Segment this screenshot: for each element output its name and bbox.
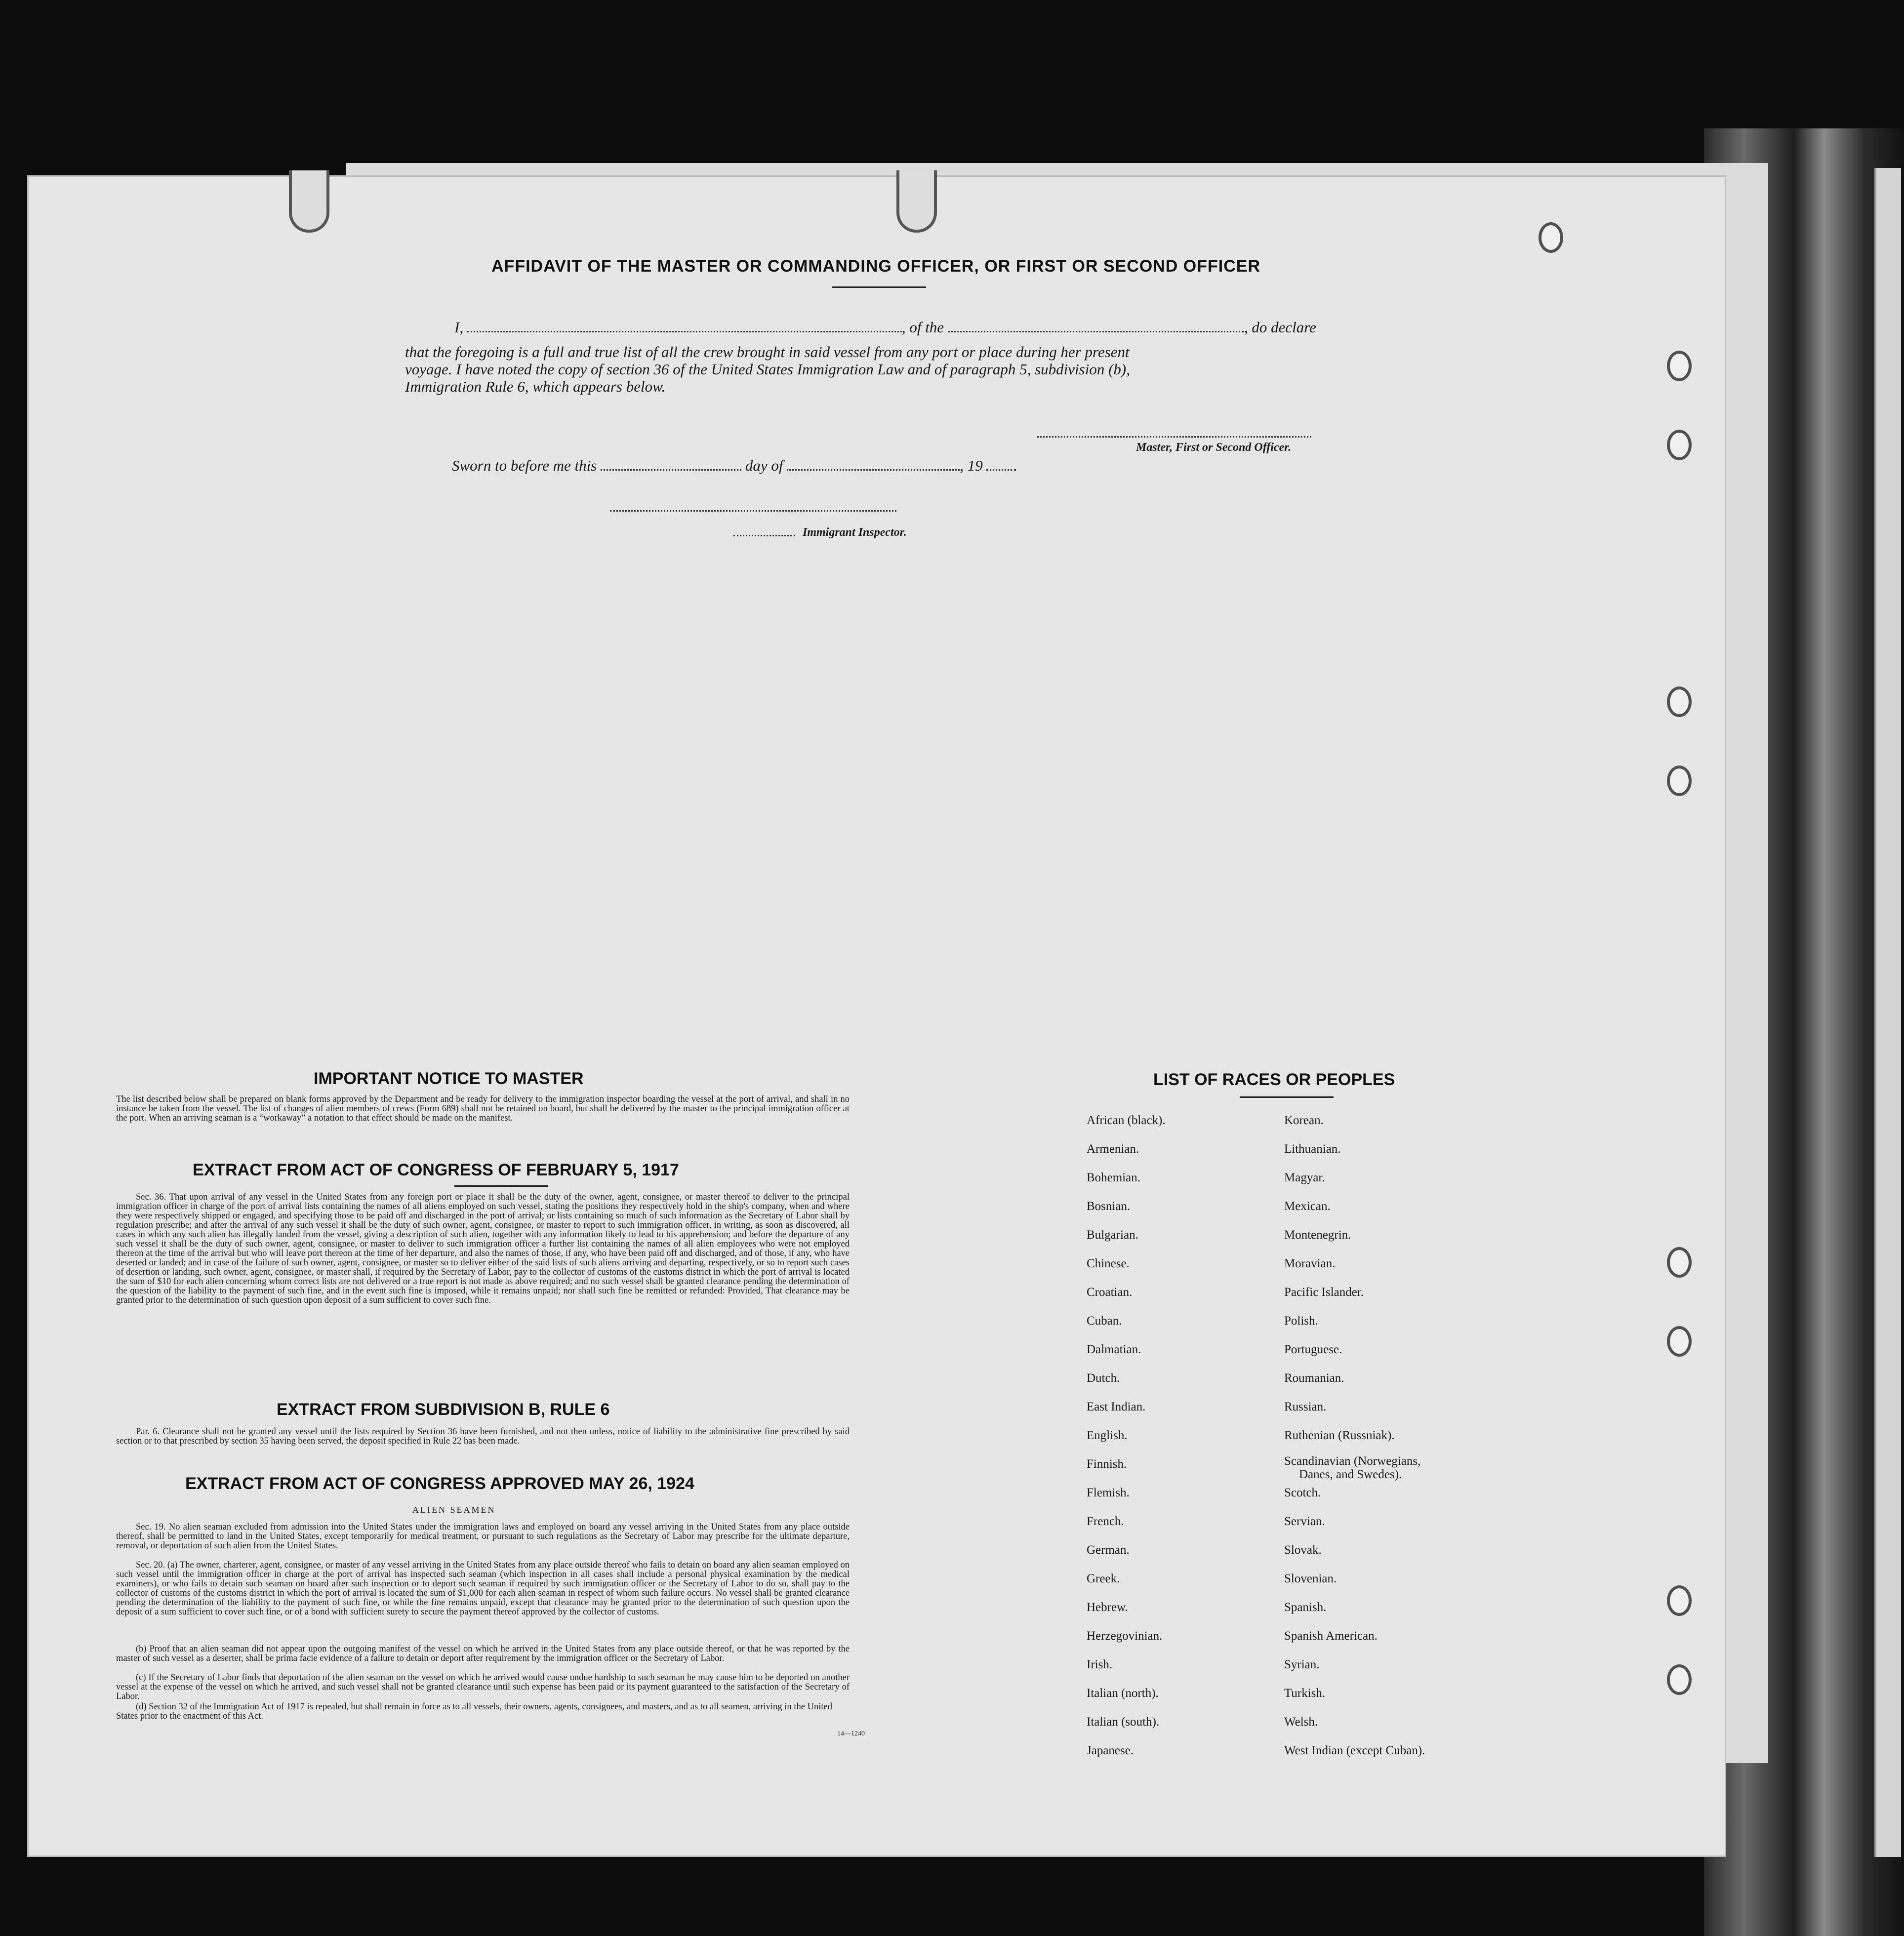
title-rule	[1240, 1096, 1334, 1098]
binder-hole	[1667, 766, 1692, 796]
inspector-short-line	[733, 535, 795, 536]
binder-hole	[1667, 1247, 1692, 1278]
race-item: Turkish.	[1284, 1687, 1326, 1700]
race-item: Bulgarian.	[1087, 1228, 1138, 1242]
race-item: Korean.	[1284, 1114, 1324, 1127]
race-item: Finnish.	[1087, 1457, 1127, 1471]
extract-rule6-title: EXTRACT FROM SUBDIVISION B, RULE 6	[277, 1400, 610, 1419]
race-item: Pacific Islander.	[1284, 1286, 1364, 1299]
year-prefix: , 19	[960, 457, 983, 474]
race-item: Montenegrin.	[1284, 1228, 1351, 1242]
sworn-text: Sworn to before me this	[452, 457, 597, 474]
affidavit-i: I,	[454, 319, 464, 336]
race-item: Dutch.	[1087, 1371, 1120, 1385]
race-item: Cuban.	[1087, 1314, 1122, 1328]
affidavit-declaration-line	[454, 319, 1316, 336]
race-item: Dalmatian.	[1087, 1343, 1141, 1356]
rule6-text: Par. 6. Clearance shall not be granted any vessel until the lists required by Section 36 have been furnished, and not then unless, notice of liability to the administrative fine prescribed by said section or to that prescribed by section 35 having been served, the deposit specified in Rule 22 has been made.	[116, 1427, 850, 1446]
binder-hole	[1667, 1664, 1692, 1695]
race-item: German.	[1087, 1543, 1130, 1557]
extract-1917-title: EXTRACT FROM ACT OF CONGRESS OF FEBRUARY 5, 1917	[193, 1161, 679, 1179]
race-item: Slovenian.	[1284, 1572, 1337, 1585]
race-item: Flemish.	[1087, 1486, 1130, 1499]
master-label: Master, First or Second Officer.	[1136, 441, 1292, 454]
binder-hole	[1667, 351, 1692, 381]
notice-text: The list described below shall be prepared on blank forms approved by the Department and be ready for delivery to the immigration inspector boarding the vessel at the port of arrival, and shall in no instance be taken from the vessel. The list of changes of alien members of crews (Form 689) shall not be retained on board, but shall be delivered by the master to the principal immigration officer at the port. When an arriving seaman is a “workaway” a notation to that effect should be made on the manifest.	[116, 1094, 850, 1123]
underlying-sheet-edge	[1874, 168, 1901, 1857]
race-item: Russian.	[1284, 1400, 1327, 1413]
alien-seamen-subtitle: ALIEN SEAMEN	[412, 1505, 496, 1515]
extract-1924-title: EXTRACT FROM ACT OF CONGRESS APPROVED MAY 26, 1924	[185, 1474, 694, 1493]
name-blank[interactable]	[467, 321, 902, 332]
affidavit-declare: , do declare	[1244, 319, 1316, 336]
race-item: French.	[1087, 1515, 1124, 1528]
month-blank[interactable]	[787, 459, 960, 471]
race-item: Syrian.	[1284, 1658, 1320, 1671]
vessel-blank[interactable]	[948, 321, 1244, 332]
race-item: Herzegovinian.	[1087, 1629, 1163, 1643]
binder-hole	[1667, 430, 1692, 460]
day-of-text: day of	[745, 457, 783, 474]
race-item: Greek.	[1087, 1572, 1120, 1585]
binder-hole	[1667, 1585, 1692, 1616]
race-item-continued: Danes, and Swedes).	[1299, 1468, 1402, 1481]
sec20a-text: Sec. 20. (a) The owner, charterer, agent, consignee, or master of any vessel arriving in the United States from any place outside thereof who fails to detain on board any alien seaman employed on such vessel until the immigration officer in charge at the port of arrival has inspected such seaman (which inspection in all cases shall include a personal physical examination by the medical examiners), or who fails to detain such seaman on board after such inspection or to deport such seaman if required by such immigration officer or the Secretary of Labor to do so, shall pay to the collector of customs of the customs district in which the port of arrival is located the sum of $1,000 for each alien seaman in respect of whom such failure occurs. No vessel shall be granted clearance pending the determination of the liability to the payment of such fine, or while the fine remains unpaid, except that clearance may be granted prior to the determination of such question upon the deposit of a sum sufficient to cover such fine, or of a bond with sufficient surety to secure the payment thereof approved by the collector of customs.	[116, 1560, 850, 1617]
race-item: Lithuanian.	[1284, 1142, 1341, 1156]
sec20b-text: (b) Proof that an alien seaman did not appear upon the outgoing manifest of the vessel on which he arrived in the United States from any place outside thereof, or that he was reported by the master of such vessel as a deserter, shall be prima facie evidence of a failure to detain or deport after requirement by the immigration officer or the Secretary of Labor.	[116, 1644, 850, 1663]
race-item: Italian (south).	[1087, 1715, 1160, 1729]
affidavit-of-the: , of the	[901, 319, 944, 336]
race-item: Hebrew.	[1087, 1601, 1128, 1614]
race-item: Servian.	[1284, 1515, 1325, 1528]
binder-hole	[1667, 1326, 1692, 1357]
title-rule	[454, 1185, 548, 1187]
race-item: Magyar.	[1284, 1171, 1325, 1184]
year-blank[interactable]	[986, 459, 1016, 471]
affidavit-title: AFFIDAVIT OF THE MASTER OR COMMANDING OFFICER, OR FIRST OR SECOND OFFICER	[491, 257, 1260, 276]
sec36-text: Sec. 36. That upon arrival of any vessel in the United States from any foreign port or place it shall be the duty of the owner, agent, consignee, or master thereof to deliver to the principal immigration officer in charge of the port of arrival lists containing the names of all aliens employed on such vessel, stating the positions they respectively hold in the ship's company, when and where they were respectively shipped or engaged, and specifying those to be paid off and discharged in the port of arrival; or lists containing so much of such information as the Secretary of Labor shall by regulation prescribe; and after the arrival of any such vessel it shall be the duty of such owner, agent, consignee, or master to report to such immigration officer, in writing, as soon as discovered, all cases in which any such alien has illegally landed from the vessel, giving a description of such alien, together with any information likely to lead to his apprehension; and before the departure of any such vessel it shall be the duty of such owner, agent, consignee, or master to deliver to such immigration officer a further list containing the names of all alien employees who were not employed thereon at the time of the arrival but who will leave port thereon at the time of her departure, and also the names of those, if any, who have been paid off and discharged, and of those, if any, who have deserted or landed; and in case of the failure of such owner, agent, consignee, or master so to deliver either of the said lists of such aliens arriving and departing, respectively, or so to report such cases of desertion or landing, such owner, agent, consignee, or master shall, if required by the Secretary of Labor, pay to the collector of customs of the customs district in which the port of arrival is located the sum of $10 for each alien concerning whom correct lists are not delivered or a true report is not made as above required; and no such vessel shall be granted clearance pending the determination of the question of the liability to the payment of such fine, and in the event such fine is imposed, while it remains unpaid; nor shall such fine be remitted or refunded: Provided, That clearance may be granted prior to the determination of such question upon deposit of a sum sufficient to cover such fine.	[116, 1192, 850, 1305]
master-signature-line[interactable]	[1037, 436, 1311, 438]
race-item: East Indian.	[1087, 1400, 1146, 1413]
race-item: West Indian (except Cuban).	[1284, 1744, 1425, 1757]
inspector-signature-line[interactable]	[610, 510, 896, 512]
race-item: Welsh.	[1284, 1715, 1318, 1729]
race-item: Roumanian.	[1284, 1371, 1344, 1385]
race-item: Portuguese.	[1284, 1343, 1342, 1356]
sec19-text: Sec. 19. No alien seaman excluded from admission into the United States under the immigration laws and employed on board any vessel arriving in the United States from any place outside thereof, shall be permitted to land in the United States, except temporarily for medical treatment, or pursuant to such regulations as the Secretary of Labor may prescribe for the ultimate departure, removal, or deportation of such alien from the United States.	[116, 1522, 850, 1551]
affidavit-line-4: Immigration Rule 6, which appears below.	[405, 378, 666, 395]
race-item: Mexican.	[1284, 1200, 1331, 1213]
race-item: Scandinavian (Norwegians,	[1284, 1454, 1421, 1468]
affidavit-line-2: that the foregoing is a full and true list of all the crew brought in said vessel from any port or place during her present	[405, 343, 1130, 361]
race-item: Moravian.	[1284, 1257, 1336, 1270]
sworn-line	[452, 457, 1016, 475]
race-item: English.	[1087, 1429, 1128, 1442]
race-item: Bosnian.	[1087, 1200, 1131, 1213]
race-item: Scotch.	[1284, 1486, 1321, 1499]
race-item: Japanese.	[1087, 1744, 1134, 1757]
sec20d-text: (d) Section 32 of the Immigration Act of 1917 is repealed, but shall remain in force as to all vessels, their owners, agents, consignees, and masters, and as to all seamen, arriving in the United States prior to the enactment of this Act.	[116, 1702, 832, 1721]
affidavit-line-3: voyage. I have noted the copy of section 36 of the United States Immigration Law and of paragraph 5, subdivision (b),	[405, 361, 1130, 378]
race-item: Ruthenian (Russniak).	[1284, 1429, 1395, 1442]
race-item: Armenian.	[1087, 1142, 1139, 1156]
race-item: Bohemian.	[1087, 1171, 1141, 1184]
binder-hole	[1539, 222, 1563, 253]
document-page	[27, 175, 1726, 1857]
race-item: Italian (north).	[1087, 1687, 1159, 1700]
form-number: 14—1240	[837, 1730, 865, 1737]
race-item: Irish.	[1087, 1658, 1113, 1671]
race-item: African (black).	[1087, 1114, 1166, 1127]
title-rule	[832, 286, 926, 288]
race-item: Chinese.	[1087, 1257, 1130, 1270]
races-title: LIST OF RACES OR PEOPLES	[1153, 1070, 1395, 1089]
page-tab-notch	[289, 170, 329, 233]
sec20c-text: (c) If the Secretary of Labor finds that deportation of the alien seaman on the vessel on which he arrived would cause undue hardship to such seaman he may cause him to be deported on another vessel at the expense of the vessel on which he arrived, and such vessel shall not be granted clearance until such expense has been paid or its payment guaranteed to the satisfaction of the Secretary of Labor.	[116, 1673, 850, 1701]
page-tab-notch	[896, 170, 937, 233]
race-item: Spanish American.	[1284, 1629, 1377, 1643]
race-item: Croatian.	[1087, 1286, 1133, 1299]
inspector-label: Immigrant Inspector.	[803, 526, 907, 539]
notice-title: IMPORTANT NOTICE TO MASTER	[314, 1069, 584, 1088]
race-item: Spanish.	[1284, 1601, 1327, 1614]
binder-hole	[1667, 686, 1692, 717]
day-blank[interactable]	[601, 459, 741, 471]
race-item: Slovak.	[1284, 1543, 1322, 1557]
race-item: Polish.	[1284, 1314, 1318, 1328]
